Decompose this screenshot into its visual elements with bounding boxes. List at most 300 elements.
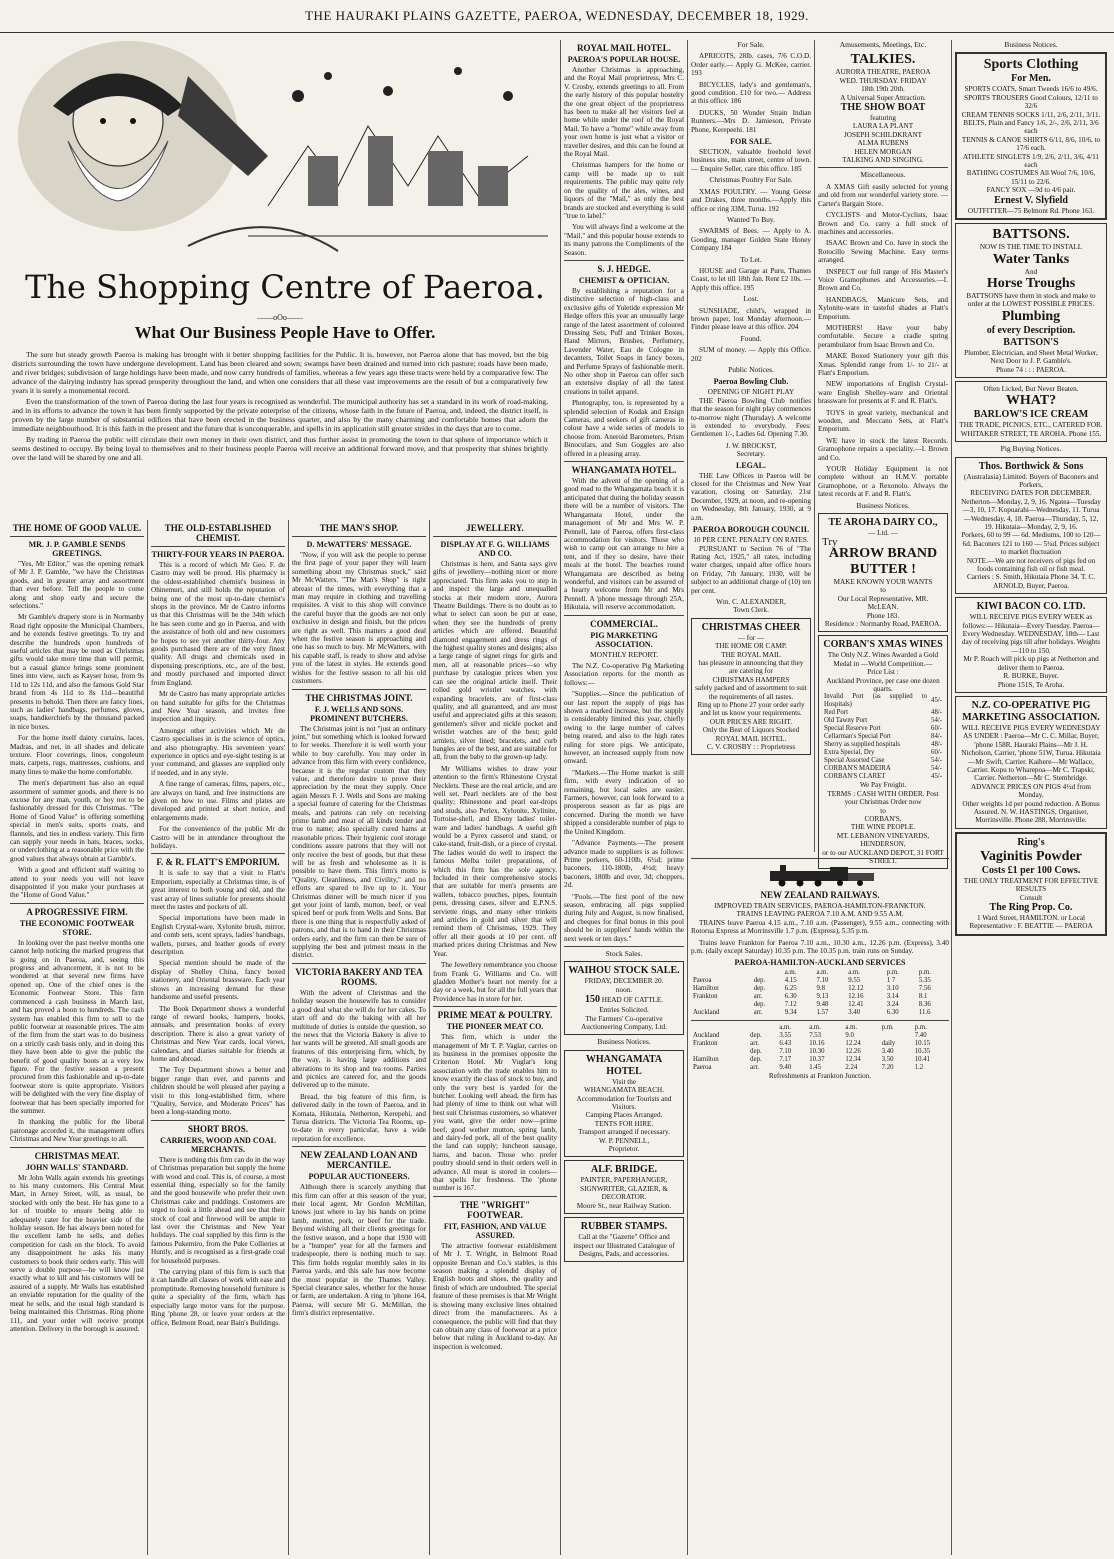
column-8 — [955, 40, 1107, 1555]
table-cell: 5.35 — [918, 977, 931, 985]
article-subheading: MR. J. P. GAMBLE SENDS GREETINGS. — [28, 540, 126, 558]
whangamata-hotel-ad — [564, 1050, 684, 1158]
table-cell: 12.24 — [845, 1040, 861, 1048]
section-heading: Business Notices. — [1004, 40, 1058, 49]
table-cell: p.m. — [918, 969, 931, 977]
article-paragraph: "Pools.—The first pool of the new season, embracing all pigs supplied during July and August, is now finalised, and cheques for final bonus in this pool should be in suppliers' hands within the next week or ten days." — [564, 892, 684, 943]
theatre-name: AURORA THEATRE, PAEROA — [835, 68, 931, 77]
show-dates: 18th 19th 20th. — [861, 85, 905, 94]
column-7 — [818, 40, 948, 866]
notice-text: THE Law Offices in Paeroa will be closed for the Christmas and New Year vacation, closing on Saturday, 21st December, 1929, at noon, and re-opening on Wednesday, 8th January, 1930, at 9 a.m. — [691, 471, 811, 522]
article-subheading: F. J. WELLS AND SONS. PROMINENT BUTCHERS. — [310, 704, 408, 723]
ad-title: Thos. Borthwick & Sons — [978, 460, 1084, 472]
table-cell: Hamilton — [693, 1056, 719, 1064]
ad-line: ROYAL MAIL HOTEL. — [715, 734, 787, 743]
table-cell: 54/- — [931, 757, 942, 765]
table-cell: arr. — [753, 1009, 763, 1017]
ad-line: Carriers : S. Smith, Hikutaia Phone 34. T. C. ARNOLD, Buyer, Paeroa. — [966, 573, 1096, 590]
classified-ad: INSPECT our full range of His Master's Voice Gramophones and Accessories.—I. Brown and Co. — [818, 267, 948, 293]
timetable-row — [691, 1064, 949, 1072]
masthead: THE HAURAKI PLAINS GAZETTE, PAEROA, WEDNESDAY, DECEMBER 18, 1929. — [0, 0, 1114, 33]
table-cell: 10.15 — [914, 1040, 930, 1048]
article-paragraph: Another Christmas is approaching, and the Royal Mail proprietress, Mrs C. V. Crosby, extends greetings to all. From the early history of this popular hostelry the one great object of the proprietress has been to make all her visitors feel at home while under the roof of the Royal Mail. To have a "home" while away from your own home is just what a visitor or traveller desires, and this can be found at the Royal Mail. — [564, 66, 684, 159]
article-paragraph: The Toy Department shows a better and bigger range than ever, and parents and children should be well pleased after paying a visit to this long-established firm, where "Quality, Service, and Moderate Prices" has been a long-standing motto. — [151, 1066, 285, 1117]
table-cell: 9.48 — [816, 1001, 829, 1009]
timetable-row — [691, 985, 949, 993]
article-paragraph: "Yes, Mr Editor," was the opening remark of Mr J. P. Gamble, "we have the Christmas goods, and in greater array and assortment than ever before. Tell the people to come along and shop early and secure the selections." — [10, 560, 144, 611]
rail-note: Refreshments at Frankton Junction. — [768, 1072, 872, 1081]
corbans-wines-ad — [818, 635, 948, 869]
ad-line: MAKE KNOWN YOUR WANTS — [833, 577, 933, 586]
ad-headline: Plumbing — [1001, 308, 1061, 324]
ad-line: SPORTS COATS, Smart Tweeds 16/6 to 49/6. — [964, 85, 1098, 94]
theatre-title: TALKIES. — [850, 52, 916, 68]
ad-title: TE AROHA DAIRY CO., — [828, 517, 938, 529]
ad-line: Our Local Representative, MR. McLEAN. — [837, 594, 929, 612]
price-row — [822, 741, 944, 749]
table-cell: a.m. — [784, 969, 797, 977]
ad-line: BATHING COSTUMES All Wool 7/6, 10/6, 15/11 to 22/6. — [966, 169, 1096, 186]
santa-claus-icon — [8, 36, 548, 266]
table-cell: dep. — [753, 977, 766, 985]
railways-notice — [691, 858, 949, 1559]
rail-text: TRAINS leave Paeroa 4.15 a.m., 7.10 a.m. (Passenger), 9.55 a.m., connecting with Rotorua Express at Morrinsville 1.7 p.m. (Express), 5.35 p.m. — [691, 918, 949, 936]
table-cell: 9.13 — [816, 993, 829, 1001]
price-row — [822, 717, 944, 725]
classified-ad: TOYS in great variety, mechanical and wooden, and Meccano Sets, at Flatt's Emporium. — [818, 408, 948, 434]
table-cell: 3.40 — [848, 1009, 861, 1017]
article-paragraph: Christmas is here, and Santa says give gifts of jewellery—nothing nicer or more appreciated. This firm asks you to step in and inspect the large and unequalled stocks at their modern store, Aurora Theatre Buildings. There is no doubt as to what to select can soon be put at ease, when they see the hundreds of pretty articles which are offered. Beautiful diamond engagement and dress rings of the highest quality stones and designs; also a large range of signet rings for girls and men, all at reasonable prices—so why purchase by catalogue prices when you can see the original article itself. Their rolled gold wristlet watches, with expanding bracelets, are of first-class quality, and all guaranteed, and are most useful and appreciated gifts at this season; gentlemen's silver and nickle pocket and wristlet watches are of the best; gold armlets, silver lined; bracelets, and curb bangles are of the best, and are suitable for all, from the baby to the grown-up lady. — [433, 560, 557, 762]
table-cell: 6.43 — [779, 1040, 792, 1048]
ad-line: — Ltd. — — [868, 529, 898, 538]
ad-line: PAINTER, PAPERHANGER, SIGNWRITER, GLAZIER, & DECORATOR. — [580, 1176, 668, 1202]
kiwi-bacon-ad — [955, 597, 1107, 693]
classified-ad: MOTHERS! Have your baby comfortable. Secure a cradle spring perambulator from Isaac Brown and Co. — [818, 323, 948, 349]
classified-ad: WE have in stock the latest Records. Gramophone repairs a speciality.—I. Brown and Co. — [818, 436, 948, 462]
article-subheading: POPULAR AUCTIONEERS. — [308, 1172, 410, 1182]
ad-line: And — [1024, 267, 1038, 276]
article-paragraph: For the home itself dainty curtains, laces, Madras, and net, in all shades and delicate texture. Floor coverings, linos, congoleum mats, carpets, rugs, mattresses, cushions, and many lines to make the home comfortable. — [10, 734, 144, 776]
intro-article — [12, 350, 548, 515]
section-heading: Business Notices. — [856, 500, 910, 510]
table-cell: Extra Special, Dry — [824, 749, 875, 757]
article-subheading: PIG MARKETING ASSOCIATION. — [590, 630, 658, 649]
ad-line: Residence : Normanby Road, PAEROA. — [824, 619, 942, 628]
ad-number: 150 — [584, 994, 600, 1006]
classified-ad: DUCKS, 50 Wonder Strain Indian Runners.—Mrs D. Jamieson, Private Phone, Kerepeehi. 181 — [691, 108, 811, 134]
table-cell: 4.15 — [784, 977, 797, 985]
classified-ad: HANDBAGS, Manicure Sets, and Xylonite-ware in tasteful shades at Flatt's Emporium. — [818, 295, 948, 321]
ad-title: WAIHOU STOCK SALE. — [568, 965, 680, 977]
ad-line: of every Description. — [986, 324, 1076, 336]
ad-line: BATTSONS have them in stock and make to order at the LOWEST POSSIBLE PRICES. — [966, 291, 1096, 309]
table-cell: 11.6 — [918, 1009, 931, 1017]
section-heading: Amusements, Meetings, Etc. — [839, 40, 927, 49]
ad-line: or to our AUCKLAND DEPOT, 31 FORT STREET. — [822, 848, 944, 866]
ad-line: THE TRADE, PICNICS, ETC., CATERED FOR. WHITAKER STREET, TE AROHA. Phone 155. — [959, 421, 1103, 438]
table-cell: 7.17 — [779, 1056, 792, 1064]
ad-line: WILL RECEIVE PIGS EVERY WEDNESDAY AS UNDER : Paeroa—Mr C. C. Millar, Buyer, 'phone 158R. Hauraki Plains—Mr J. H. Nicholson, Carrier, 'phone 51W, Turua. Hikutaia—Mr Swift, Carrier. Kaihere—Mr Wallace, Carrier. Kopu to Wharepoa—Mr C. Trapski, Carrier. Netherton—Mr C. Stembridge. — [961, 723, 1101, 783]
table-cell: 8.36 — [918, 1001, 931, 1009]
ad-line: Price List : — [867, 668, 899, 677]
article-paragraph: Special importations have been made in English Crystal-ware, Xylonite brush, mirror, and comb sets, scent sprays, ladies' handbags, wallets, purses, and leather goods of every description. — [151, 914, 285, 957]
table-cell: CORBAN'S CLARET — [824, 773, 886, 781]
price-list-table — [822, 693, 944, 781]
table-cell: 10.30 — [809, 1048, 825, 1056]
article-heading: THE CHRISTMAS JOINT. — [305, 692, 413, 703]
section-heading: Found. — [740, 333, 762, 343]
timetable-row — [691, 1056, 949, 1064]
banner-subtitle: What Our Business People Have to Offer. — [134, 323, 436, 342]
price-row — [822, 709, 944, 717]
talking-singing: TALKING AND SINGING. — [842, 156, 924, 165]
te-aroha-dairy-ad — [818, 513, 948, 632]
table-cell: Auckland — [693, 1009, 720, 1017]
section-heading: For Sale. — [737, 40, 765, 49]
ad-line: The Farmers' Co-operative Auctioneering Company, Ltd. — [581, 1014, 667, 1031]
section-heading: Wanted To Buy. — [726, 214, 776, 224]
ad-line: — for — — [737, 633, 765, 642]
ad-line: R. BURKE, Buyer. — [1003, 672, 1059, 681]
ad-line: CORBAN'S, — [864, 815, 902, 823]
article-paragraph: Mr Williams wishes to draw your attention to the firm's Rhinestone Crystal Necklets. These are the real article, and are well set. Pearl necklets are of the best quality; Rhinestone and pearl ear-drops and studs, also Perlex, Xylonite, Xylinite, Tortoise-shell, and Ebony ladies' toilet-ware and ladies' handbags. A useful gift would be a Pyrex casserol and stand, or cake-stand, fruit-dish, or a piece of crystal. The ladies would do well to inspect the famous Melba toilet preparations, of which this firm has the sole agency. Included in their comprehensive stocks that are suitable for men's presents are wallets, tobacco pouches, pipes, fountain pens, dressing cases, silver and E.P.N.S. serviette rings, and many other trinkets and articles in gold and silver that will remind them of Christmas, 1929. They offer all their goods at 10 per cent. off marked prices during Christmas and New Year. — [433, 764, 557, 958]
table-cell: 12.26 — [845, 1048, 861, 1056]
table-cell: Hamilton — [693, 985, 719, 993]
article-heading: JEWELLERY. — [466, 523, 524, 533]
section-heading: Pig Buying Notices. — [1000, 444, 1062, 454]
table-cell: 3.24 — [886, 1001, 899, 1009]
table-cell — [752, 969, 783, 977]
ad-line: Ring up to Phone 27 your order early and let us know your requirements. — [697, 701, 805, 718]
table-cell: 9.40 — [779, 1064, 792, 1072]
sports-clothing-ad — [955, 52, 1107, 220]
section-heading: FOR SALE. — [730, 137, 772, 147]
timetable-title: PAEROA-HAMILTON-AUCKLAND SERVICES — [734, 958, 906, 968]
ad-line: has pleasure in announcing that they are catering for — [698, 658, 804, 676]
table-cell: 6.30 — [886, 1009, 899, 1017]
timetable-row — [691, 1009, 949, 1017]
ad-line: FANCY SOX —9d to 4/6 pair. — [986, 186, 1076, 195]
ad-line: Phone 183. — [866, 611, 900, 620]
table-cell — [691, 1024, 748, 1032]
table-cell: 10.41 — [914, 1056, 930, 1064]
classified-ad: A XMAS Gift easily selected for young and old from our wonderful variety store. — Carter's Bargain Store. — [818, 182, 948, 208]
section-heading: Business Notices. — [597, 1037, 651, 1047]
stock-sale-ad — [564, 961, 684, 1035]
ad-line: MT. LEBANON VINEYARDS, HENDERSON, — [836, 831, 930, 849]
table-cell: 7.10 — [816, 977, 829, 985]
ad-headline: Water Tanks — [992, 251, 1070, 267]
ad-line: HEAD OF CATTLE. — [601, 996, 664, 1005]
ad-line: Ring's — [1017, 836, 1045, 848]
ad-headline: Horse Troughs — [986, 275, 1076, 291]
article-paragraph: In thanking the public for the liberal patronage accorded it, the management offers Christmas and New Year greetings to all. — [10, 1118, 144, 1144]
article-paragraph: Mr Gamble's drapery store is in Normanby Road right opposite the Municipal Chambers, and he extends festive greetings. To try and describe the hundreds upon hundreds of useful articles that may be used as Christmas gifts would take more time than will permit, but a casual glance brings some prominent lines into view, such as Kayser hose, from 9s 11d to 12s 11d, and also the famous Gold Star brand from 4s 11d to 8s 11d—beautiful presents to behold. Then there are fancy lines, such as ladies' handbags, perfumes, gloves, soaps, handkerchiefs by the thousand packed in nice boxes. — [10, 613, 144, 731]
article-paragraph: "Now, if you will ask the people to peruse the first page of your paper they will learn something about my Christmas stock," said Mr McWatters. "The Man's Shop" is right abreast of the times, with everything that a man may require in clothing and travelling requisites. A visit to this shop will convince the careful buyer that the goods are not only exclusive in design and finish, but the prices are right as well. This matters a good deal when the festive season is approaching and one has so much to buy. Mr McWatters, with his capable staff, is ready to show and advise you of the latest in styles. He extends good wishes for the festive season to all his old customers. — [292, 551, 426, 686]
table-cell: 45/- — [931, 773, 942, 781]
ad-line: OUR PRICES ARE RIGHT. — [709, 717, 793, 726]
article-heading: THE HOME OF GOOD VALUE. — [12, 523, 142, 533]
ad-title: Sports Clothing — [983, 57, 1079, 73]
classified-ad: MAKE Boxed Stationery your gift this Xmas. Splendid range from 1/- to 21/- at Flatt's Emporium. — [818, 352, 948, 377]
ad-line: Accommodation for Tourists and Visitors. — [576, 1094, 672, 1112]
ad-line: BELTS, Plain and Fancy 1/6, 2/-, 2/6, 2/11, 3/6 each — [963, 119, 1099, 136]
article-paragraph: Bread, the big feature of this firm, is delivered daily in the town of Paeroa, and in Komata, Hikutaia, Netherton, Kerepehi, and Turua districts. The Victoria Tea Rooms, up-to-date in every particular, have a wide reputation for excellence. — [292, 1092, 426, 1143]
intro-paragraph: By trading in Paeroa the public will circulate their own money in their own district, and thus further assist in promoting the town to that sphere of importance which it seems destined to occupy. By being loyal to themselves and to their business people Paeroa will receive an additional forward move, and that prosperity that shines brightly over the land will be shared by one and all. — [12, 435, 548, 462]
table-cell: 3.10 — [886, 985, 899, 993]
ad-line: The Ring Prop. Co. — [989, 902, 1073, 913]
table-cell: 6.30 — [784, 993, 797, 1001]
article-heading: WHANGAMATA HOTEL. — [571, 465, 677, 476]
table-cell: 6.25 — [784, 985, 797, 993]
ad-line: Other weights 1d per pound reduction. A Bonus Assured. N. W. HASTINGS, Organiser, Morrinsville. Phone 288, Morrinsville. — [962, 799, 1100, 825]
timetable-row — [691, 1024, 949, 1032]
table-cell: 1.2 — [914, 1064, 924, 1072]
notice-title: Paeroa Bowling Club. — [713, 377, 789, 387]
table-cell: 12.41 — [848, 1001, 864, 1009]
article-paragraph: For the convenience of the public Mr de Castro will be in attendance throughout the holidays. — [151, 825, 285, 850]
table-cell: 1.57 — [816, 1009, 829, 1017]
article-heading: COMMERCIAL. — [590, 618, 658, 629]
article-subheading: JOHN WALLS' STANDARD. — [25, 1162, 129, 1172]
article-heading: F. & R. FLATT'S EMPORIUM. — [156, 857, 280, 868]
ad-line: Visit the — [611, 1077, 637, 1086]
ad-line: Moore St., near Railway Station. — [576, 1201, 672, 1210]
ad-line: Plumber, Electrician, and Sheet Metal Worker, Next Door to J. P. Gamble's. — [964, 348, 1098, 366]
ad-line: 1 Ward Street, HAMILTON. or Local Representative : F. BEATTIE — PAEROA — [969, 914, 1093, 931]
article-paragraph: Special mention should be made of the display of Shelley China, fancy boxed stationery, and Oriental brassware. Each year shows an increasing demand for these handsome and useful presents. — [151, 959, 285, 1002]
ad-line: W. P. PENNELL, — [598, 1136, 650, 1145]
timetable-northbound — [691, 1024, 949, 1072]
rail-subtitle: TRAINS LEAVING PAEROA 7.10 A.M. AND 9.55 A.M. — [736, 910, 904, 919]
article-paragraph: "Advance Payments.—The present advance made to suppliers is as follows: Prime porkers, 60-110lb, 6½d; prime baconers, 110-180lb, 4½d; heavy baconers, 180lb and over, 3d; choppers, 2d. — [564, 839, 684, 890]
article-heading: THE "WRIGHT" FOOTWEAR. — [459, 1199, 531, 1220]
table-cell: 3.40 — [881, 1048, 894, 1056]
ad-line: NOW IS THE TIME TO INSTALL — [979, 243, 1083, 252]
table-cell: CORBAN'S MADEIRA — [824, 765, 891, 773]
show-days: WED. THURSDAY. FRIDAY — [839, 76, 927, 85]
table-cell: a.m. — [809, 1024, 821, 1032]
classified-ad: NEW importations of English Crystal-ware English Shelley-ware and Oriental brassware for presents at F. and R. Flatt's. — [818, 380, 948, 406]
ad-line: Try — [822, 535, 838, 548]
classified-ad: BICYCLES, lady's and gentleman's, good condition. £10 for two.— Address at this office. 186 — [691, 80, 811, 106]
table-cell — [691, 969, 752, 977]
table-cell: 10.37 — [809, 1056, 825, 1064]
table-cell: a.m. — [779, 1024, 792, 1032]
article-paragraph: With the advent of Christmas and the holiday season the housewife has to consider a good deal what she will do for her cakes. To start off and do the baking with all her multitude of duties is outside the question, so the news that the Victoria Bakery is alive to her wants will be greeted. All small goods are features of this enterprising firm, which, by the way, is having large additions and alterations to its shop and tea rooms. Parties and picnics are catered for, and the goods delivered up to the minute. — [292, 988, 426, 1090]
timetable-row — [691, 1040, 949, 1048]
attraction: A Universal Super Attraction. — [840, 93, 926, 102]
article-heading: S. J. HEDGE. — [597, 263, 651, 274]
table-cell: Frankton — [693, 1040, 718, 1048]
table-cell — [880, 1032, 913, 1040]
timetable-row — [691, 1048, 949, 1056]
table-cell: 54/- — [931, 717, 942, 725]
classified-ad: YOUR Holiday Equipment is not complete without an H.M.V. portable Gramophone, or a Rexonolo. Always the latest records at F. and R. Flatt's. — [818, 465, 948, 499]
ad-line: OUTFITTER—75 Belmont Rd. Phone 163. — [967, 206, 1095, 215]
price-row — [822, 725, 944, 733]
ad-line: CHRISTMAS HAMPERS — [712, 675, 790, 684]
ad-line: TENTS FOR HIRE. — [594, 1119, 654, 1128]
table-cell: Cellarman's Special Port — [824, 733, 891, 741]
table-cell: dep. — [750, 1032, 762, 1040]
column-3 — [292, 520, 426, 1555]
table-cell: dep. — [750, 1056, 762, 1064]
article-paragraph: Photography, too, is represented by a splendid selection of Kodak and Ensign Cameras, and seekers of gift cameras in colour have a wide series of models to choose from. Aneroid Barometers, Prism Binoculars, and Sun Goggles are also offered in a pleasing array. — [564, 399, 684, 458]
article-subheading: PAEROA'S POPULAR HOUSE. — [567, 55, 681, 64]
ad-line: THE ROYAL MAIL — [721, 650, 781, 659]
article-subheading: THE ECONOMIC FOOTWEAR STORE. — [19, 918, 135, 937]
ad-title: RUBBER STAMPS. — [580, 1221, 668, 1233]
table-cell: Frankton — [693, 993, 718, 1001]
article-subheading: CARRIERS, WOOD AND COAL MERCHANTS. — [160, 1135, 276, 1154]
ad-headline: ARROW BRAND BUTTER ! — [828, 545, 938, 577]
article-heading: THE MAN'S SHOP. — [319, 523, 399, 533]
ad-line: Often Licked, But Never Beaten. — [983, 384, 1079, 393]
table-cell: 60/- — [931, 749, 942, 757]
table-cell: 12.12 — [848, 985, 864, 993]
vaginitis-powder-ad — [955, 832, 1107, 936]
section-heading: Lost. — [743, 294, 759, 304]
ad-line: THE HOME OR CAMP. — [715, 642, 787, 651]
notice-text: PURSUANT to Section 76 of "The Rating Act, 1925," all rates, including water charges, unpaid after office hours on Friday, 7th January, 1930, will be subject to an additional charge of (10) ten per cent. — [691, 544, 811, 595]
table-cell: a.m. — [816, 969, 829, 977]
ad-headline: WHAT? — [1005, 393, 1057, 409]
article-paragraph: By establishing a reputation for a distinctive selection of high-class and exclusive gifts of Yuletide expression Mr Hedge offers this year an unusually large range of the latest assortment of coloured Dressing Sets, Puff and Trinket Boxes, Hand Mirrors, Brushes, Perfumery, Lavender Water, Eau de Cologne in decanters, Toilet Soaps in fancy boxes, and Perfume Sprays of fashionable merit. No other shop in Paeroa can offer such an extensive display of all the latest creations in toilet apparel. — [564, 286, 684, 396]
column-2 — [151, 520, 285, 1555]
banner-rule: ——oOo—— — [257, 313, 303, 322]
alf-bridge-ad — [564, 1160, 684, 1214]
article-subheading: THE PIONEER MEAT CO. — [446, 1022, 544, 1032]
table-cell: p.m. — [881, 1024, 894, 1032]
ad-line: TERMS : CASH WITH ORDER. Post your Christmas Order now — [827, 789, 939, 807]
ad-line: Camping Places Arranged. — [585, 1111, 663, 1120]
article-subheading: DISPLAY AT F. G. WILLIAMS AND CO. — [440, 540, 550, 558]
ad-line: Auckland Province, per case one dozen quarts. — [826, 676, 940, 693]
article-paragraph: The men's department has also an equal assortment of summer goods, and there is no excuse for any man, youth, or boy not to be fashionably dressed for this Christmas. "The Home of Good Value" is offering something special in men's suits, sports coats, and flannels, and ties in endless variety. This firm can supply your needs in hats, braces, socks, or underclothing at a reasonable price with the good values that always obtain at Gamble's. — [10, 779, 144, 863]
timetable-row — [691, 1032, 949, 1040]
ad-line: WHANGAMATA BEACH. — [583, 1086, 665, 1095]
timetable-southbound — [691, 969, 949, 1017]
article-heading: PRIME MEAT & POULTRY. — [437, 1010, 553, 1021]
notice-subtitle: OPENING OF NIGHT PLAY — [707, 388, 795, 397]
column-1 — [10, 520, 144, 1555]
price-row — [822, 757, 944, 765]
ad-line: TENNIS & CANOE SHIRTS 6/11, 8/6, 10/6, to 17/6 each. — [961, 135, 1101, 153]
section-heading: LEGAL. — [735, 460, 766, 470]
table-cell: 9.55 — [848, 977, 861, 985]
timetable-row — [691, 977, 949, 985]
price-row — [822, 765, 944, 773]
ad-line: Call at the "Gazette" Office and inspect our Illustrated Catalogue of Designs, Pads, and accessories. — [573, 1233, 675, 1258]
battsons-ad — [955, 223, 1107, 378]
article-heading: CHRISTMAS MEAT. — [34, 1150, 120, 1161]
table-cell: dep. — [750, 1048, 762, 1056]
table-cell: 7.12 — [784, 1001, 797, 1009]
table-cell: 2.24 — [845, 1064, 858, 1072]
article-paragraph: The carrying plant of this firm is such that it can handle all classes of work with ease and promptitude. Removing household furniture is quite a speciality of the firm, which has especially large motor vans for the purpose. Ring 'phone 28, or leave your orders at the office, Belmont Road, near Bain's Buildings. — [151, 1268, 285, 1327]
article-paragraph: The attractive footwear establishment of Mr J. T. Wright, in Belmont Road opposite Brenan and Co.'s stables, is this season making a splendid display of English boots and shoes, the quality and finish of which are undoubted. The special feature of these premises is that Mr Wright is showing many exclusive lines obtained direct from the manufacturers. As a consequence, the public will find that they can obtain any class of footwear at a price below that ruling in Auckland to-day. An inspection is welcomed. — [433, 1241, 557, 1351]
rail-title: NEW ZEALAND RAILWAYS. — [760, 890, 880, 900]
section-heading: Miscellaneous. — [860, 170, 906, 180]
ad-line: THE ONLY TREATMENT FOR EFFECTIVE RESULTS — [963, 876, 1099, 894]
table-cell: Special Reserve Port — [824, 725, 881, 733]
article-paragraph: "Supplies.—Since the publication of our last report the supply of pigs has shown a marked increase, but the supply is considerably limited this year, chiefly owing to the large number of calves being reared, and also to the high rates ruling for store pigs. We anticipate, however, an increased supply from now onward. — [564, 690, 684, 766]
intro-paragraph: The sure but steady growth Paeroa is making has brought with it better shopping facilities for the Public. It is, however, not Paeroa alone that has moved, but the big districts surrounding the town have undergone development. Land has been cleared and sown; swamps have been drained and turned into rich pasture; roads have been made, and river bridges; subdivision of large holdings have been made, and now carry hundreds of families, whereas a few years ago these tracts were held by a comparative few. The advance of the dairying industry has spread prosperity throughout the land, and when one considers that all these vast improvements are the result of but a comparatively few years it is surely a monumental record. — [12, 350, 548, 395]
classified-ad: SUNSHADE, child's, wrapped in brown paper, lost Monday afternoon.—Finder please leave at this office. 204 — [691, 306, 811, 332]
banner-title: The Shopping Centre of Paeroa. — [25, 268, 545, 306]
ad-title: BARLOW'S ICE CREAM — [973, 409, 1089, 421]
table-cell: a.m. — [848, 969, 860, 977]
ad-line: WILL RECEIVE PIGS EVERY WEEK as follows:— Hikutaia—Every Tuesday. Paeroa—Every Wednesday. WEDNESDAY, 18th— Last day of receiving pigs till after holidays. Weights—110 to 150. — [961, 613, 1101, 655]
ad-line: Proprietor. — [608, 1145, 640, 1154]
table-cell: 3.50 — [881, 1056, 894, 1064]
table-cell: 48/- — [931, 741, 942, 749]
table-cell: 1 7 — [886, 977, 896, 985]
table-cell — [748, 1024, 777, 1032]
cast-member: JOSEPH SCHILDKRANT — [843, 130, 923, 139]
ad-line: BATTSON'S — [1003, 336, 1059, 348]
table-cell: 3.14 — [886, 993, 899, 1001]
table-cell: Paeroa — [693, 977, 712, 985]
section-heading: Stock Sales. — [605, 948, 643, 958]
table-cell: 54/- — [931, 765, 942, 773]
ad-line: Entries Solicited. — [599, 1006, 649, 1015]
table-cell — [691, 1001, 752, 1009]
table-cell: 1.45 — [809, 1064, 822, 1072]
table-cell: Paeroa — [693, 1064, 712, 1072]
classified-ad: SUM of money. — Apply this Office. 202 — [691, 346, 811, 363]
table-cell: Auckland — [693, 1032, 720, 1040]
notice-title: PAEROA BOROUGH COUNCIL — [692, 525, 810, 535]
article-paragraph: There is nothing this firm can do in the way of Christmas preparation but supply the home with wood and coal. This is, of course, a most essential thing, especially so for the family and the good housewife who prefer their own Christmas cake and puddings. Customers are urged to look a little ahead and see that their stock of coal and firewood will be ample to last over the Christmas and New Year holidays. The coal supplied by this firm is the famous Pukemiro, from the Puke Collieries at Huntly, and is recognised as a first-grade coal for household purposes. — [151, 1155, 285, 1265]
table-cell: 10.35 — [914, 1048, 930, 1056]
cast-member: HELEN MORGAN — [854, 147, 912, 156]
ad-line: noon. — [615, 985, 633, 994]
table-cell: p.m. — [914, 1024, 927, 1032]
table-cell: 9.0 — [845, 1032, 854, 1040]
article-paragraph: The N.Z. Co-operative Pig Marketing Association reports for the month as follows:— — [564, 661, 684, 687]
featuring: featuring — [870, 114, 896, 123]
article-paragraph: The Jewellery remembrance you choose from Frank G. Williams and Co. will gladden Mother's heart not merely for a day or a week, but for all the full years that Providence has in store for her. — [433, 961, 557, 1003]
article-paragraph: Christmas hampers for the home or camp will be made up to suit requirements. The public may quite rely on the quality of the ales, wines, and liquors of the "Mail," as only the best brands are stocked and everything is sold "true to label." — [564, 161, 684, 220]
ad-line: Ernest V. Slyfield — [994, 194, 1068, 206]
table-cell: 7.20 — [881, 1064, 894, 1072]
table-cell: 60/- — [931, 725, 942, 733]
section-heading: To Let. — [740, 254, 762, 264]
ad-line: Costs £1 per 100 Cows. — [981, 864, 1081, 876]
table-cell: 45/- — [931, 697, 942, 705]
film-title: THE SHOW BOAT — [840, 102, 926, 114]
article-paragraph: Mr de Castro has many appropriate articles on hand suitable for gifts for the Christmas and New Year season, and invites free inspection and inquiry. — [151, 690, 285, 724]
ad-title: N.Z. CO-OPERATIVE PIG MARKETING ASSOCIATION. — [962, 699, 1100, 723]
table-cell: 3.55 — [779, 1032, 792, 1040]
royal-mail-ad — [691, 618, 811, 756]
ad-title: KIWI BACON CO. LTD. — [976, 601, 1086, 613]
ad-title: WHANGAMATA HOTEL — [585, 1053, 663, 1077]
table-cell: Invalid Port (as supplied to Hospitals) — [824, 693, 928, 709]
classified-ad: SWARMS of Bees. — Apply to A. Gooding, manager Golden State Honey Company 184 — [691, 227, 811, 253]
ad-line: Phone 74 : : : PAEROA. — [995, 365, 1067, 374]
cast-member: ALMA RUBENS — [857, 139, 909, 148]
classified-ad: APRICOTS, 28lb. cases, 7/6 C.O.D. Order early.— Apply G. McKee, carrier. 193 — [691, 52, 811, 78]
ad-line: ADVANCE PRICES ON PIGS 4½d from Monday. — [970, 782, 1092, 800]
ad-line: CREAM TENNIS SOCKS 1/11, 2/6, 2/11, 3/11. — [961, 110, 1101, 119]
notice-signature: J. W. BROCKST, — [725, 441, 777, 450]
table-cell: 7.40 — [914, 1032, 927, 1040]
table-cell: 7.53 — [809, 1032, 822, 1040]
section-heading: Christmas Poultry For Sale. — [709, 175, 793, 185]
